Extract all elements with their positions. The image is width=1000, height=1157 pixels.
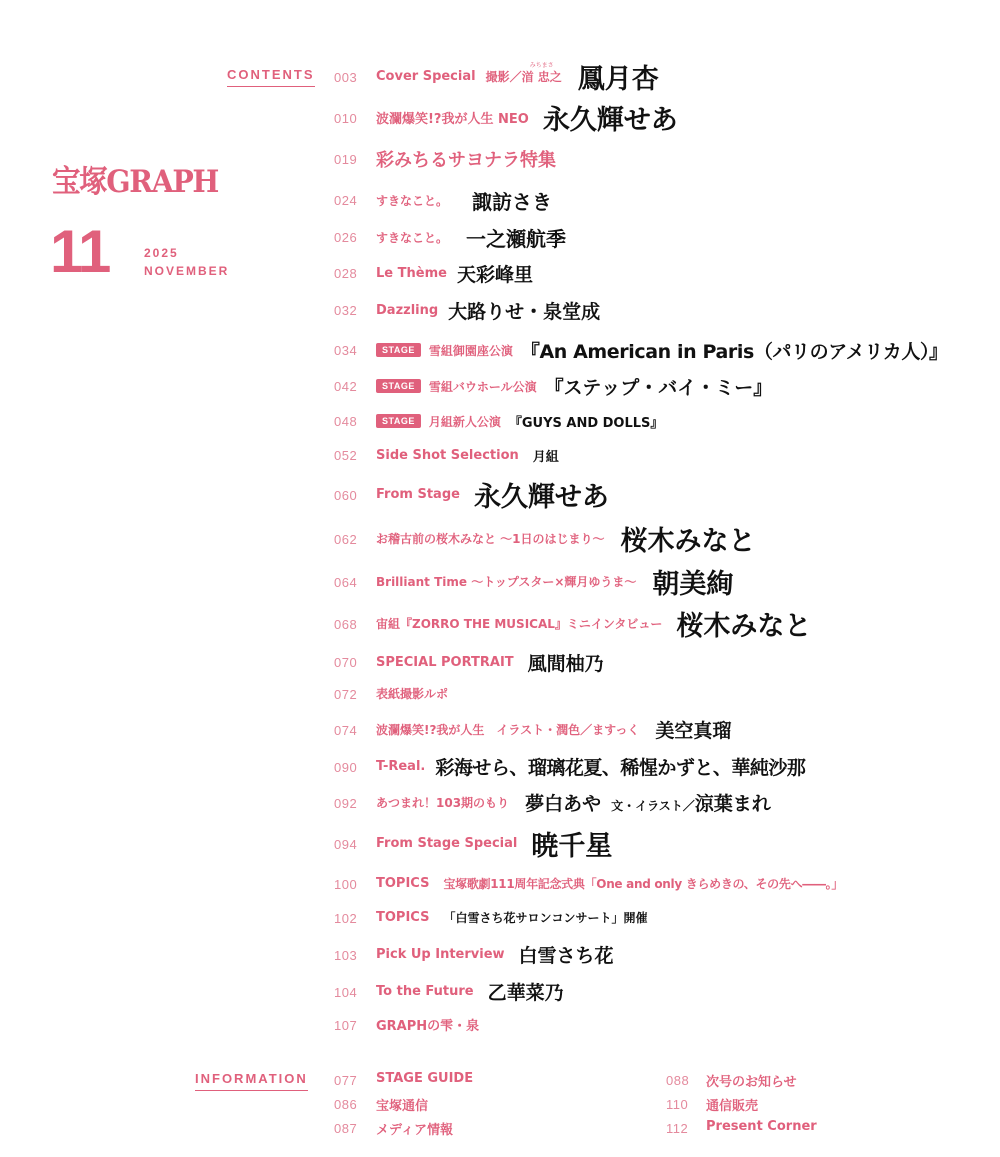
information-heading: INFORMATION: [195, 1071, 308, 1091]
contents-entry[interactable]: [376, 99, 678, 135]
contents-entry[interactable]: [376, 258, 533, 288]
contents-entry[interactable]: [376, 714, 731, 744]
ruby-text: みちまさ: [529, 61, 554, 69]
info-page-number: 086: [334, 1097, 358, 1112]
entry-label: すきなこと。: [376, 193, 449, 208]
contents-entry[interactable]: [376, 334, 948, 366]
page-number: 052: [334, 448, 358, 463]
entry-label: 波瀾爆笑!?我が人生 NEO: [376, 111, 529, 127]
info-item[interactable]: 次号のお知らせ: [706, 1075, 797, 1090]
entry-name: 白雪さち花: [518, 944, 614, 967]
entry-label: 表紙撮影ルポ: [376, 686, 449, 701]
entry-name: 風間柚乃: [527, 652, 604, 675]
info-item[interactable]: メディア情報: [376, 1123, 453, 1138]
entry-label: SPECIAL PORTRAIT: [376, 654, 514, 670]
contents-entry[interactable]: [376, 825, 612, 861]
entry-sub: 「白雪さち花サロンコンサート」開催: [443, 910, 648, 925]
contents-entry[interactable]: [376, 58, 659, 94]
page-number: 010: [334, 111, 358, 126]
page-number: 034: [334, 343, 358, 358]
contents-entry[interactable]: [376, 751, 805, 781]
page-number: 100: [334, 877, 358, 892]
contents-entry[interactable]: [376, 520, 756, 556]
entry-label: From Stage: [376, 486, 460, 502]
entry-label: Side Shot Selection: [376, 447, 519, 463]
info-page-number: 088: [666, 1073, 690, 1088]
entry-name: 『An American in Paris（パリのアメリカ人）』: [520, 340, 948, 363]
stage-badge: STAGE: [376, 414, 421, 428]
page-number: 026: [334, 230, 358, 245]
entry-name: 桜木みなと: [676, 610, 812, 642]
page-number: 072: [334, 687, 358, 702]
info-item[interactable]: 宝塚通信: [376, 1099, 429, 1114]
info-page-number: 112: [666, 1121, 689, 1136]
contents-entry[interactable]: [376, 406, 663, 436]
entry-label: 雪組御園座公演: [428, 343, 513, 358]
entry-name: 月組: [532, 449, 559, 465]
page-number: 019: [334, 152, 358, 167]
info-page-number: 087: [334, 1121, 358, 1136]
page-number: 024: [334, 193, 358, 208]
entry-name: 天彩峰里: [456, 263, 533, 286]
entry-name: 諏訪さき: [472, 189, 553, 214]
contents-entry[interactable]: [376, 939, 614, 969]
entry-name: 『GUYS AND DOLLS』: [508, 415, 664, 431]
entry-name: 『ステップ・バイ・ミー』: [544, 376, 773, 399]
info-page-number: 110: [666, 1097, 689, 1112]
entry-label: Brilliant Time 〜トップスター×輝月ゆうま〜: [376, 574, 637, 589]
page-number: 092: [334, 796, 358, 811]
entry-label: Pick Up Interview: [376, 946, 505, 962]
entry-label: Le Thème: [376, 265, 447, 281]
entry-label: TOPICS: [376, 875, 430, 891]
info-item[interactable]: 通信販売: [706, 1099, 759, 1114]
page-number: 068: [334, 617, 358, 632]
page-number: 060: [334, 488, 358, 503]
entry-label: Cover Special: [376, 68, 476, 84]
entry-name: 大路りせ・泉堂成: [448, 300, 601, 323]
page-number: 003: [334, 70, 358, 85]
contents-entry[interactable]: [376, 787, 771, 817]
entry-label: お稽古前の桜木みなと 〜1日のはじまり〜: [376, 531, 605, 546]
page-number: 102: [334, 911, 358, 926]
contents-entry[interactable]: [376, 440, 559, 470]
contents-entry[interactable]: [376, 476, 609, 512]
issue-year: 2025: [144, 246, 179, 260]
entry-name: 桜木みなと: [620, 525, 756, 557]
entry-label: GRAPHの雫・泉: [376, 1018, 480, 1034]
entry-name: 暁千星: [531, 830, 613, 862]
contents-entry[interactable]: [376, 976, 564, 1006]
page-number: 074: [334, 723, 358, 738]
page-number: 028: [334, 266, 358, 281]
entry-label: T-Real.: [376, 758, 426, 774]
contents-entry[interactable]: [376, 295, 600, 325]
entry-label: To the Future: [376, 983, 474, 999]
entry-label: TOPICS: [376, 909, 430, 925]
issue-month: NOVEMBER: [144, 264, 230, 278]
entry-label: あつまれ！103期のもり: [376, 795, 510, 810]
stage-badge: STAGE: [376, 343, 421, 357]
contents-entry[interactable]: [376, 605, 811, 641]
entry-name: 朝美絢: [652, 568, 734, 600]
page-number: 042: [334, 379, 358, 394]
stage-badge: STAGE: [376, 379, 421, 393]
entry-label: 月組新人公演: [428, 414, 501, 429]
entry-name: 永久輝せあ: [473, 481, 609, 513]
entry-name: 鳳月杏: [577, 63, 659, 95]
entry-name: 永久輝せあ: [542, 104, 678, 136]
contents-entry[interactable]: [376, 563, 733, 599]
contents-entry[interactable]: [376, 1011, 479, 1037]
contents-entry[interactable]: [376, 144, 556, 174]
page-number: 107: [334, 1018, 358, 1033]
page-number: 048: [334, 414, 358, 429]
contents-entry[interactable]: [376, 185, 552, 215]
entry-label: 宙組『ZORRO THE MUSICAL』ミニインタビュー: [376, 616, 663, 631]
contents-heading: CONTENTS: [227, 67, 315, 87]
info-item[interactable]: Present Corner: [706, 1119, 817, 1134]
page-number: 103: [334, 948, 358, 963]
entry-credit: 文・イラスト／涼葉まれ: [611, 792, 771, 815]
contents-entry[interactable]: [376, 680, 448, 706]
entry-label: 彩みちるサヨナラ特集: [376, 150, 556, 171]
entry-sub: 撮影／ みちまさ 渞 忠之: [485, 61, 562, 84]
entry-name: 美空真瑠: [655, 719, 732, 742]
page-number: 070: [334, 655, 358, 670]
page-number: 090: [334, 760, 358, 775]
entry-label: 雪組バウホール公演: [428, 379, 537, 394]
contents-entry[interactable]: [376, 222, 566, 252]
entry-label: From Stage Special: [376, 835, 518, 851]
entry-label: Dazzling: [376, 302, 439, 318]
magazine-logo: 宝塚GRAPH: [52, 164, 218, 200]
entry-label: すきなこと。: [376, 230, 449, 245]
contents-entry[interactable]: [376, 647, 604, 677]
page-number: 062: [334, 532, 358, 547]
page-number: 104: [334, 985, 358, 1000]
contents-entry[interactable]: [376, 870, 843, 896]
info-item[interactable]: STAGE GUIDE: [376, 1071, 474, 1086]
contents-entry[interactable]: [376, 904, 647, 930]
page-number: 064: [334, 575, 358, 590]
entry-sub: 宝塚歌劇111周年記念式典「One and only きらめきの、その先へ――。」: [443, 876, 844, 891]
entry-name: 彩海せら、瑠璃花夏、稀惺かずと、華純沙那: [435, 756, 806, 779]
page-number: 094: [334, 837, 358, 852]
entry-label: 波瀾爆笑!?我が人生 イラスト・潤色／ますっく: [376, 722, 640, 737]
info-page-number: 077: [334, 1073, 358, 1088]
contents-entry[interactable]: [376, 370, 772, 402]
page-number: 032: [334, 303, 358, 318]
issue-number: 11: [50, 218, 110, 285]
entry-name: 夢白あや: [525, 792, 602, 815]
entry-name: 乙華菜乃: [487, 981, 564, 1004]
entry-name: 一之瀬航季: [466, 226, 567, 251]
